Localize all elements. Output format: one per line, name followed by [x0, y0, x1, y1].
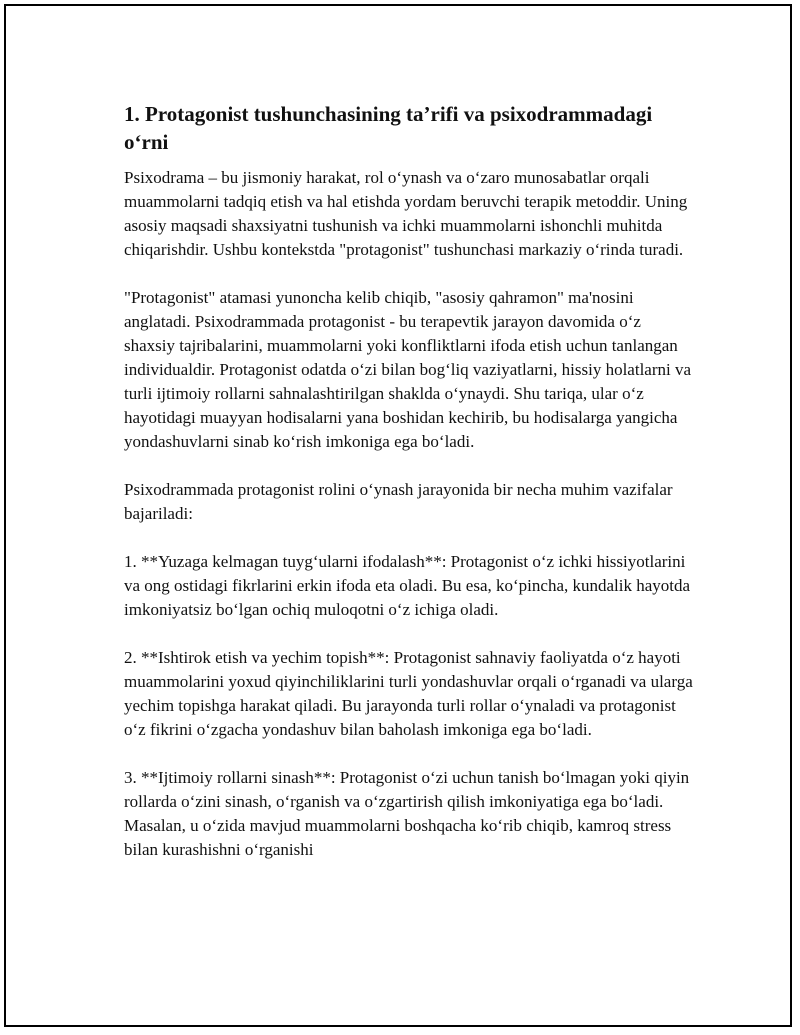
document-body	[124, 100, 696, 886]
section-heading: 1. Protagonist tushunchasining ta’rifi va psixodrammadagi o‘rni	[124, 102, 653, 154]
list-item-3: 3. **Ijtimoiy rollarni sinash**: Protagonist o‘zi uchun tanish bo‘lmagan yoki qiyin rollarda o‘zini sinash, o‘rganish va o‘zgartirish qilish imkoniyatiga ega bo‘ladi. Masalan, u o‘zida mavjud muammolarni boshqacha ko‘rib chiqib, kamroq stress bilan kurashishni o‘rganishi	[124, 768, 690, 859]
list-item-1: 1. **Yuzaga kelmagan tuyg‘ularni ifodalash**: Protagonist o‘z ichki hissiyotlarini va ong ostidagi fikrlarini erkin ifoda eta oladi. Bu esa, ko‘pincha, kundalik hayotda imkoniyatsiz bo‘lgan ochiq muloqotni o‘z ichiga oladi.	[124, 552, 691, 619]
paragraph-intro: Psixodrama – bu jismoniy harakat, rol o‘ynash va o‘zaro munosabatlar orqali muammolarni tadqiq etish va hal etishda yordam beruvchi terapik metoddir. Uning asosiy maqsadi shaxsiyatni tushunish va ichki muammolarni ishonchli muhitda chiqarishdir. Ushbu kontekstda "protagonist" tushunchasi markaziy o‘rinda turadi.	[124, 168, 688, 259]
paragraph-definition: "Protagonist" atamasi yunoncha kelib chiqib, "asosiy qahramon" ma'nosini anglatadi. Psixodrammada protagonist - bu terapevtik jarayon davomida o‘z shaxsiy tajribalarini, muammolarni yoki konfliktlarni ifoda etish uchun tanlangan individualdir. Protagonist odatda o‘zi bilan bog‘liq vaziyatlarni, hissiy holatlarni va turli ijtimoiy rollarni sahnalashtirilgan shaklda o‘ynaydi. Shu tariqa, ular o‘z hayotidagi muayyan hodisalarni yana boshidan kechirib, bu hodisalarga yangicha yondashuvlarni sinab ko‘rish imkoniga ega bo‘ladi.	[124, 288, 692, 451]
paragraph-tasks-intro: Psixodrammada protagonist rolini o‘ynash jarayonida bir necha muhim vazifalar bajariladi:	[124, 480, 673, 523]
page-frame	[4, 4, 792, 1027]
list-item-2: 2. **Ishtirok etish va yechim topish**: Protagonist sahnaviy faoliyatda o‘z hayoti muammolarini yoxud qiyinchiliklarini turli yondashuvlar orqali o‘rganadi va ularga yechim topishga harakat qiladi. Bu jarayonda turli rollar o‘ynaladi va protagonist o‘z fikrini o‘zgacha yondashuv bilan baholash imkoniga ega bo‘ladi.	[124, 648, 693, 739]
